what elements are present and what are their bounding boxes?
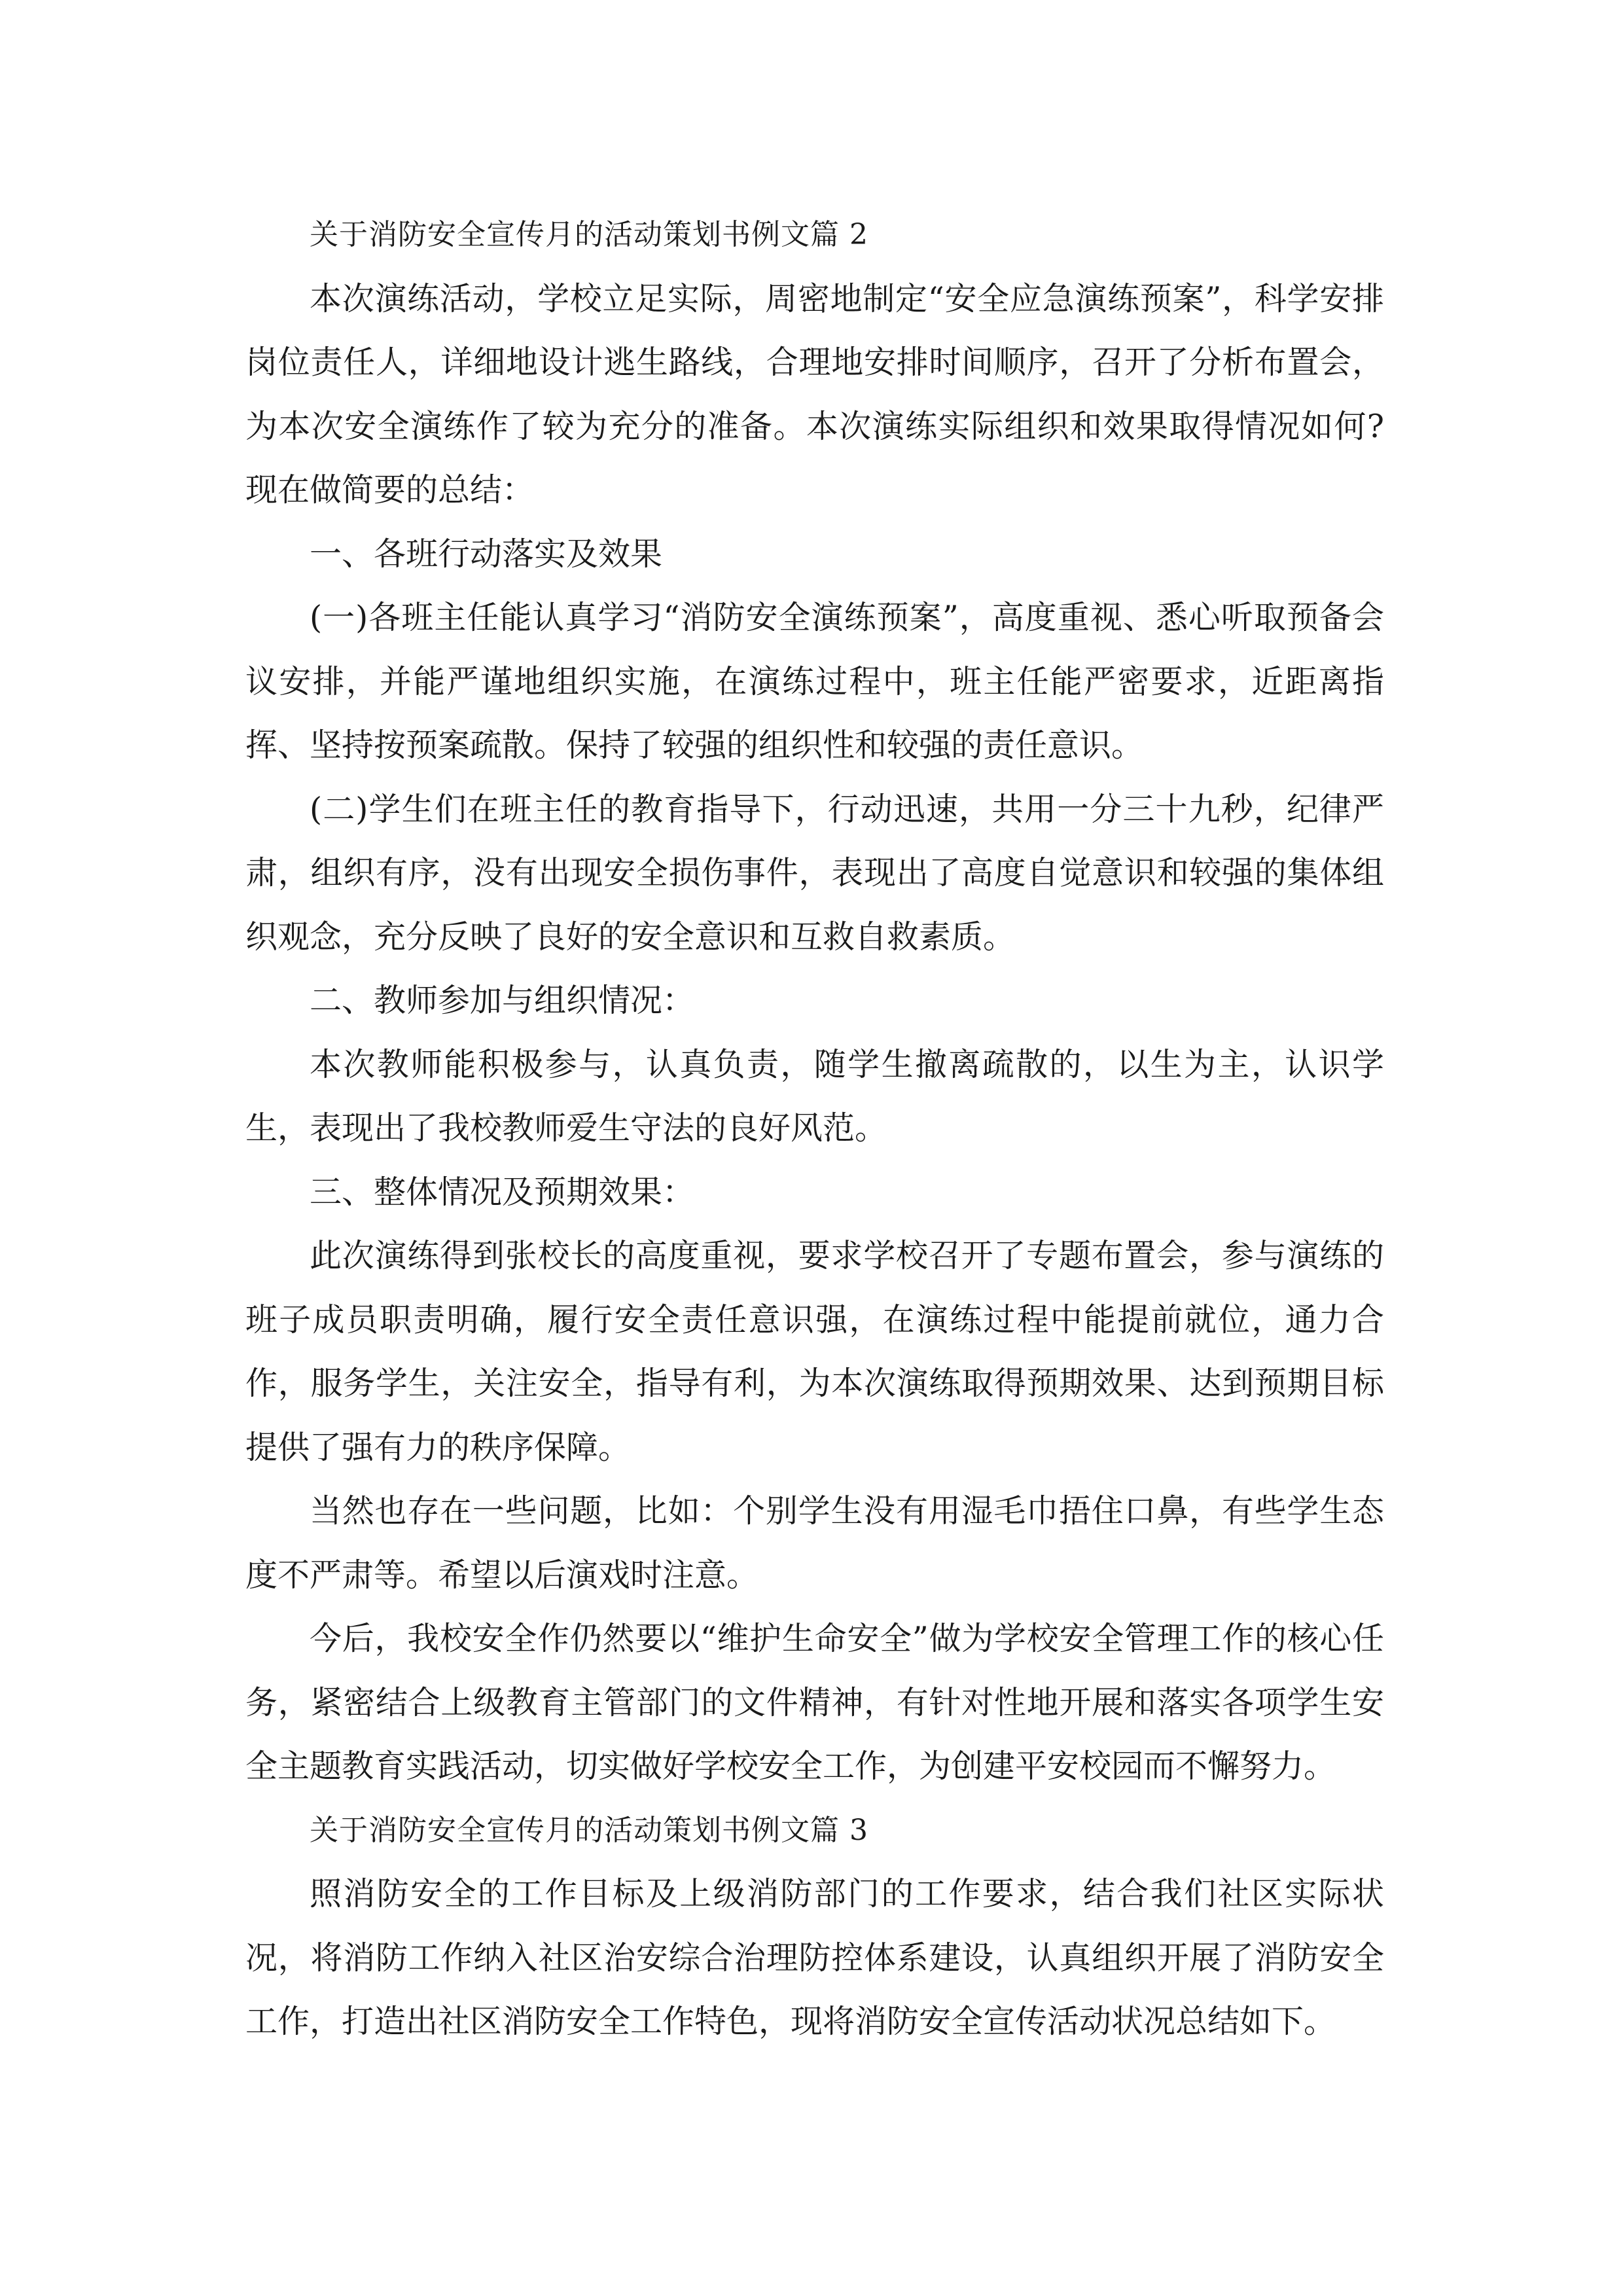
article-title-3: 关于消防安全宣传月的活动策划书例文篇 3 — [310, 1813, 868, 1847]
paragraph-future: 今后，我校安全作仍然要以“维护生命安全”做为学校安全管理工作的核心任务，紧密结合上级教育主管部门的文件精神，有针对性地开展和落实各项学生安全主题教育实践活动，切实做好学校安全工作，为创建平安校园而不懈努力。 — [245, 1620, 1384, 1785]
section-heading-3: 三、整体情况及预期效果： — [310, 1173, 695, 1211]
paragraph-item-1: (一)各班主任能认真学习“消防安全演练预案”，高度重视、悉心听取预备会议安排，并能严谨地组织实施，在演练过程中，班主任能严密要求，近距离指挥、坚持按预案疏散。保持了较强的组织性和较强的责任意识。 — [245, 599, 1384, 764]
section-heading-1: 一、各班行动落实及效果 — [310, 535, 663, 573]
document-body — [245, 203, 1384, 2054]
section-heading-2: 二、教师参加与组织情况： — [310, 982, 695, 1019]
paragraph-problems: 当然也存在一些问题，比如：个别学生没有用湿毛巾捂住口鼻，有些学生态度不严肃等。希望以后演戏时注意。 — [245, 1492, 1384, 1594]
article-title-2: 关于消防安全宣传月的活动策划书例文篇 2 — [310, 218, 868, 251]
paragraph-intro: 本次演练活动，学校立足实际，周密地制定“安全应急演练预案”，科学安排岗位责任人，详细地设计逃生路线，合理地安排时间顺序，召开了分析布置会，为本次安全演练作了较为充分的准备。本次演练实际组织和效果取得情况如何?现在做简要的总结： — [245, 279, 1384, 509]
paragraph-teachers: 本次教师能积极参与，认真负责，随学生撤离疏散的，以生为主，认识学生，表现出了我校教师爱生守法的良好风范。 — [245, 1045, 1384, 1147]
paragraph-item-2: (二)学生们在班主任的教育指导下，行动迅速，共用一分三十九秒，纪律严肃，组织有序，没有出现安全损伤事件，表现出了高度自觉意识和较强的集体组织观念，充分反映了良好的安全意识和互救自救素质。 — [245, 790, 1384, 956]
paragraph-overall: 此次演练得到张校长的高度重视，要求学校召开了专题布置会，参与演练的班子成员职责明确，履行安全责任意识强，在演练过程中能提前就位，通力合作，服务学生，关注安全，指导有利，为本次演练取得预期效果、达到预期目标提供了强有力的秩序保障。 — [245, 1237, 1384, 1466]
paragraph-community: 照消防安全的工作目标及上级消防部门的工作要求，结合我们社区实际状况，将消防工作纳入社区治安综合治理防控体系建设，认真组织开展了消防安全工作，打造出社区消防安全工作特色，现将消防安全宣传活动状况总结如下。 — [245, 1875, 1384, 2040]
